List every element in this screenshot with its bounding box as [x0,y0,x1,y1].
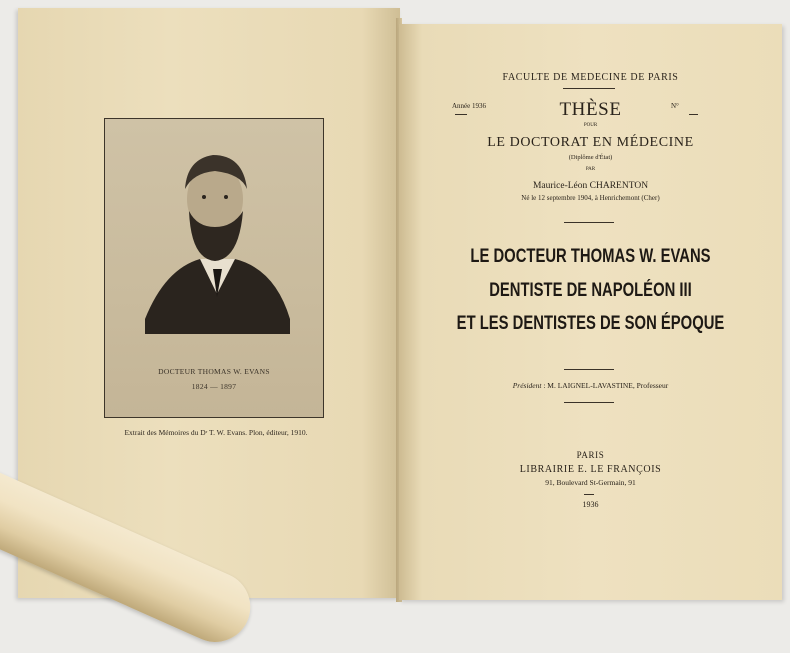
par-label: PAR [585,167,596,172]
extract-note: Extrait des Mémoires du Dʳ T. W. Evans. Plon, éditeur, 1910. [124,428,308,437]
rule-top [563,88,615,89]
title-line-3: ET LES DENTISTES DE SON ÉPOQUE [456,313,725,334]
rule-lower [564,369,614,370]
title-line-3-wrap [399,313,782,335]
president-name: : M. LAIGNEL-LAVASTINE, Professeur [543,381,669,390]
portrait-caption-years: 1824 — 1897 [191,382,237,391]
publisher-address: 91, Boulevard St-Germain, 91 [545,478,636,487]
right-page [399,24,782,600]
president-label: Président [512,381,542,390]
birth-info: Né le 12 septembre 1904, à Henrichemont (Cher) [521,194,660,202]
author-name: Maurice-Léon CHARENTON [532,181,649,191]
publication-year: 1936 [582,500,599,509]
title-line-1: LE DOCTEUR THOMAS W. EVANS [470,246,711,267]
diplome-label: (Diplôme d'État) [568,154,613,161]
rule-bottom [564,402,614,403]
doctorat-heading: LE DOCTORAT EN MÉDECINE [487,135,694,150]
these-heading: THÈSE [559,99,622,120]
faculty-heading: FACULTE DE MEDECINE DE PARIS [502,72,679,83]
rule-mid [564,222,614,223]
title-line-2-wrap [399,280,782,302]
number-label: N° [671,102,679,110]
city-label: PARIS [576,450,605,460]
pour-label: POUR [583,123,598,128]
title-line-2: DENTISTE DE NAPOLÉON III [489,280,692,301]
year-label: Année 1936 [452,102,487,110]
portrait-caption-name: DOCTEUR THOMAS W. EVANS [158,367,270,376]
publisher-name: LIBRAIRIE E. LE FRANÇOIS [519,464,662,475]
rule-year [584,494,594,495]
president-line [399,381,782,390]
portrait-frame [104,118,324,418]
title-line-1-wrap [399,246,782,268]
